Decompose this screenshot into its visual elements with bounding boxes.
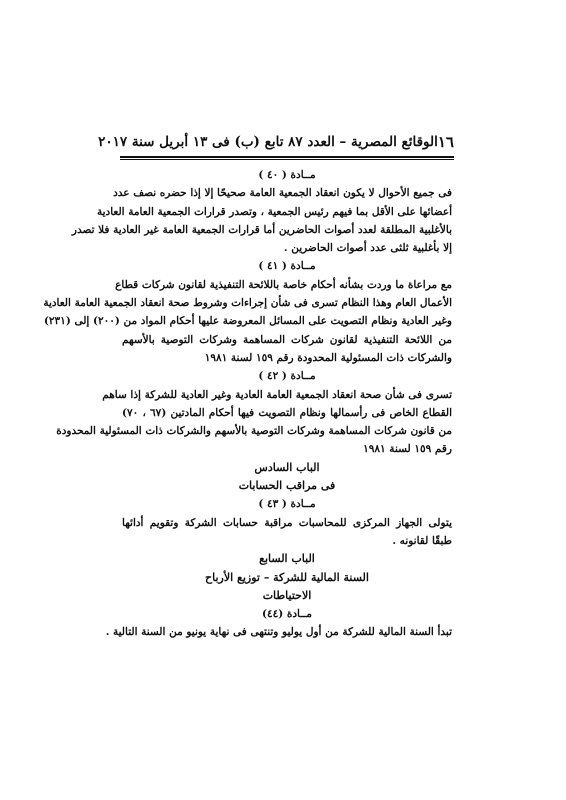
article-40-body <box>71 184 452 257</box>
header-rule <box>120 156 454 158</box>
chapter-6-subtitle: فى مراقب الحسابات <box>238 479 336 493</box>
article-44-line: تبدأ السنة المالية للشركة من أول يوليو وتنتهى فى نهاية يونيو من السنة التالية . <box>105 626 452 639</box>
article-42-line: القطاع الخاص فى رأسمالها ونظام التصويت فيها أحكام المادتين (٦٧ ، ٧٠) <box>122 406 453 419</box>
article-40-line: أعضائها على الأقل بما فيهم رئيس الجمعية ، وتصدر قرارات الجمعية العامة العادية <box>96 205 452 218</box>
article-41-line: والشركات ذات المسئولية المحدودة رقم ١٥٩ لسنة ١٩٨١ <box>204 351 452 364</box>
article-40-heading: مــادة ( ٤٠ ) <box>258 169 316 181</box>
article-42-line: تسرى فى شأن صحة انعقاد الجمعية العامة العادية وغير العادية للشركة إذا ساهم <box>102 388 452 401</box>
article-40-line: إلا بأغلبية ثلثى عدد أصوات الحاضرين . <box>283 242 452 255</box>
chapter-6-title: الباب السادس <box>254 460 320 474</box>
header-title: الوقائع المصرية – العدد ٨٧ تابع (ب) فى ١٣ أبريل سنة ٢٠١٧ <box>98 134 438 150</box>
article-44-heading: مــادة (٤٤) <box>261 608 313 621</box>
chapter-7-subtitle-2: الاحتياطات <box>262 588 312 602</box>
article-43-body <box>122 514 452 551</box>
article-41-line: مع مراعاة ما وردت بشأنه أحكام خاصة باللائحة التنفيذية لقانون شركات قطاع <box>115 278 452 291</box>
header-rule-thin <box>120 159 454 160</box>
article-41-body <box>43 276 452 367</box>
article-42-line: رقم ١٥٩ لسنة ١٩٨١ <box>363 443 452 456</box>
article-41-line: من اللائحة التنفيذية لقانون شركات المساهمة وشركات التوصية بالأسهم <box>122 333 452 346</box>
article-41-line: الأعمال العام وهذا النظام تسرى فى شأن إجراءات وشروط صحة انعقاد الجمعية العامة العادية <box>43 297 452 310</box>
page-content <box>43 166 453 642</box>
article-44-body <box>105 623 452 641</box>
chapter-7-subtitle: السنة المالية للشركة – توزيع الأرباح <box>205 570 369 584</box>
article-42-body <box>56 386 453 459</box>
article-42-line: من قانون شركات المساهمة وشركات التوصية بالأسهم والشركات ذات المسئولية المحدودة <box>56 425 452 438</box>
article-40-line: بالأغلبية المطلقة لعدد أصوات الحاضرين أما قرارات الجمعية العامة غير العادية فلا تصدر <box>71 223 452 236</box>
article-41-line: وغير العادية ونظام التصويت على المسائل المعروضة عليها أحكام المواد من (٢٠٠) إلى (٢٣١) <box>43 315 452 328</box>
article-40-line: فى جميع الأحوال لا يكون انعقاد الجمعية العامة صحيحًا إلا إذا حضره نصف عدد <box>113 187 452 200</box>
article-43-line: طبقًا لقانونه . <box>392 534 452 547</box>
article-43-heading: مــادة ( ٤٣ ) <box>258 498 316 511</box>
article-42-heading: مــادة ( ٤٢ ) <box>258 370 316 383</box>
page-header <box>98 133 454 151</box>
page-number: ١٦ <box>437 133 454 151</box>
chapter-7-title: الباب السابع <box>259 552 315 566</box>
article-41-heading: مــادة ( ٤١ ) <box>258 260 316 273</box>
article-43-line: يتولى الجهاز المركزى للمحاسبات مراقبة حسابات الشركة وتقويم أدائها <box>122 516 452 529</box>
